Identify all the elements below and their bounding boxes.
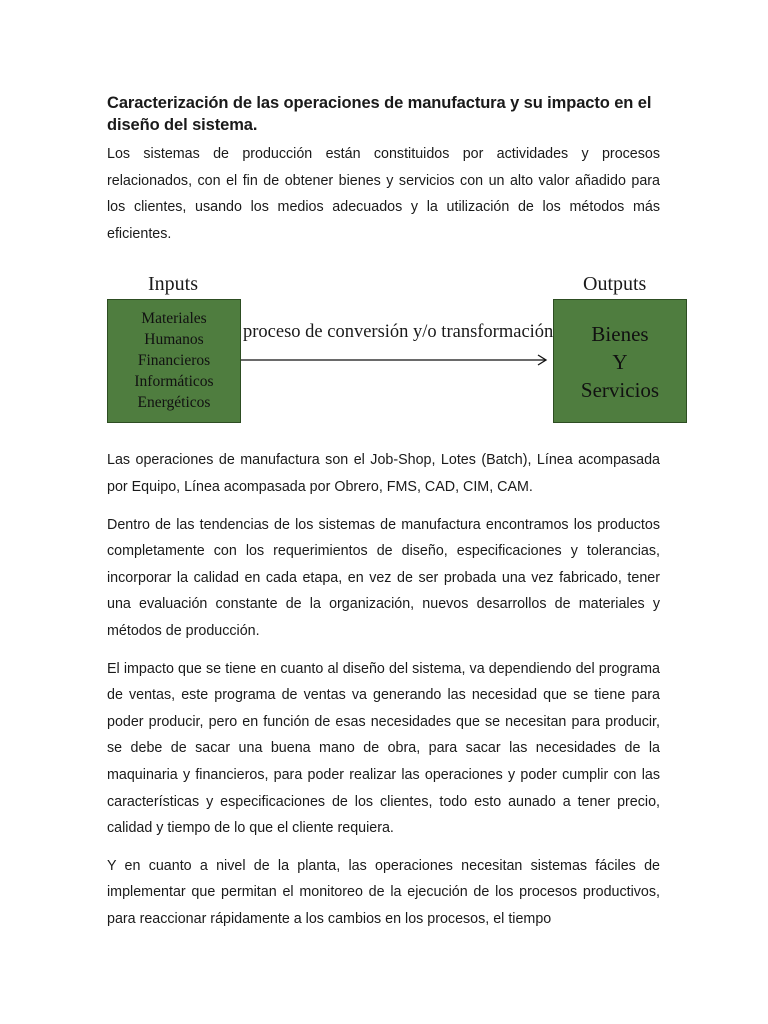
body-paragraph: Las operaciones de manufactura son el Job-Shop, Lotes (Batch), Línea acompasada por Equipo, Línea acompasada por Obrero, FMS, CAD, CIM, CAM. (107, 452, 660, 495)
intro-paragraph: Los sistemas de producción están constituidos por actividades y procesos relacionados, con el fin de obtener bienes y servicios con un alto valor añadido para los clientes, usando los medios adecuados y la utilización de los métodos más eficientes. (107, 146, 660, 242)
input-item: Informáticos (134, 373, 214, 391)
input-item: Materiales (141, 310, 207, 328)
io-process-diagram (107, 273, 687, 427)
input-item: Financieros (137, 352, 211, 370)
output-item: Y (612, 350, 628, 375)
body-paragraph: Y en cuanto a nivel de la planta, las operaciones necesitan sistemas fáciles de implementar que permitan el monitoreo de la ejecución de los procesos productivos, para reaccionar rápidamente a los cambios en los procesos, el tiempo (107, 857, 660, 927)
output-item: Bienes (591, 322, 649, 347)
outputs-label: Outputs (583, 273, 647, 296)
document-title: Caracterización de las operaciones de manufactura y su impacto en el diseño del sistema. (107, 94, 652, 134)
output-item: Servicios (580, 378, 660, 403)
input-item: Energéticos (137, 394, 211, 412)
process-arrow (241, 353, 553, 367)
body-paragraph: Dentro de las tendencias de los sistemas de manufactura encontramos los productos completamente con los requerimientos de diseño, especificaciones y tolerancias, incorporar la calidad en cada etapa, en vez de ser probada una vez fabricado, tener una evaluación constante de la organización, nuevos desarrollos de materiales y métodos de producción. (107, 516, 660, 639)
process-label: proceso de conversión y/o transformación (243, 322, 554, 343)
input-item: Humanos (144, 331, 204, 349)
body-paragraph: El impacto que se tiene en cuanto al diseño del sistema, va dependiendo del programa de ventas, este programa de ventas va generando las necesidad que se tiene para poder producir, pero en función de esas necesidades que se necesitan para producir, se debe de sacar una buena mano de obra, para sacar las necesidades de la maquinaria y financieros, para poder realizar las operaciones y poder cumplir con las características y especificaciones de los clientes, todo esto aunado a tener precio, calidad y tiempo de lo que el cliente requiera. (107, 660, 660, 837)
document-page (107, 92, 660, 932)
inputs-box (107, 299, 241, 423)
outputs-box (553, 299, 687, 423)
inputs-label: Inputs (148, 273, 198, 296)
